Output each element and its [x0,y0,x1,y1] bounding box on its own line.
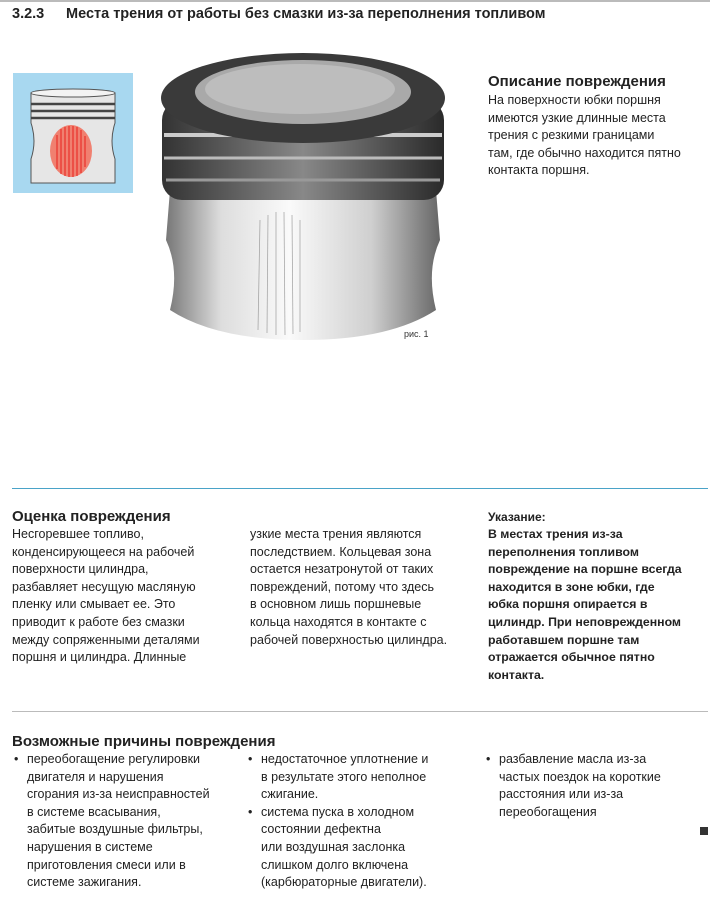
note-heading: Указание: [488,510,546,524]
divider-blue [12,488,708,489]
piston-damage-diagram-icon [13,73,133,193]
section-title [12,6,545,22]
piston-photo [140,40,466,356]
assessment-text-col2: узкие места трения являются последствием. Кольцевая зона остается незатронутой от таких повреждений, потому что здесь в основном лишь поршневые кольца находятся в контакте с рабочей поверхностью цилиндра. [250,527,448,647]
figure-caption: рис. 1 [404,329,429,339]
cause-item: • переобогащение регулировки двигателя и нарушения сгорания из-за неисправностей в системе всасывания, забитые воздушные фильтры, нарушения в системе приготовления смеси или в системе зажигания. [12,751,247,892]
divider-gray [12,711,708,712]
assessment-text-col1: Несгоревшее топливо, конденсирующееся на рабочей поверхности цилиндра, разбавляет несущую масляную пленку или смывает ее. Это приводит к работе без смазки между сопряженными деталями поршня и цилиндра. Длинные [12,527,200,665]
cause-item: • разбавление масла из-за частых поездок на короткие расстояния или из-за переобогащения [484,751,709,821]
causes-list-col1 [12,751,247,892]
description-text: На поверхности юбки поршня имеются узкие длинные места трения с резкими границами там, где обычно находится пятно контакта поршня. [488,93,681,178]
note-text: В местах трения из-за переполнения топливом повреждение на поршне всегда находится в зоне юбки, где юбка поршня опирается в цилиндр. При неповрежденном работавшем поршне там отражается обычное пятно контакта. [488,527,682,682]
cause-item: • система пуска в холодном состоянии дефектна или воздушная заслонка слишком долго включена (карбюраторные двигатели). [246,804,481,892]
causes-list-col2 [246,751,481,892]
causes-list-col3 [484,751,709,821]
description-heading: Описание повреждения [488,73,666,90]
cause-item: • недостаточное уплотнение и в результате этого неполное сжигание. [246,751,481,804]
section-title-text: Места трения от работы без смазки из-за переполнения топливом [66,6,546,22]
assessment-heading: Оценка повреждения [12,508,171,525]
section-number: 3.2.3 [12,6,45,22]
top-divider [0,0,710,2]
causes-heading: Возможные причины повреждения [12,733,276,750]
end-of-section-marker [700,827,708,835]
